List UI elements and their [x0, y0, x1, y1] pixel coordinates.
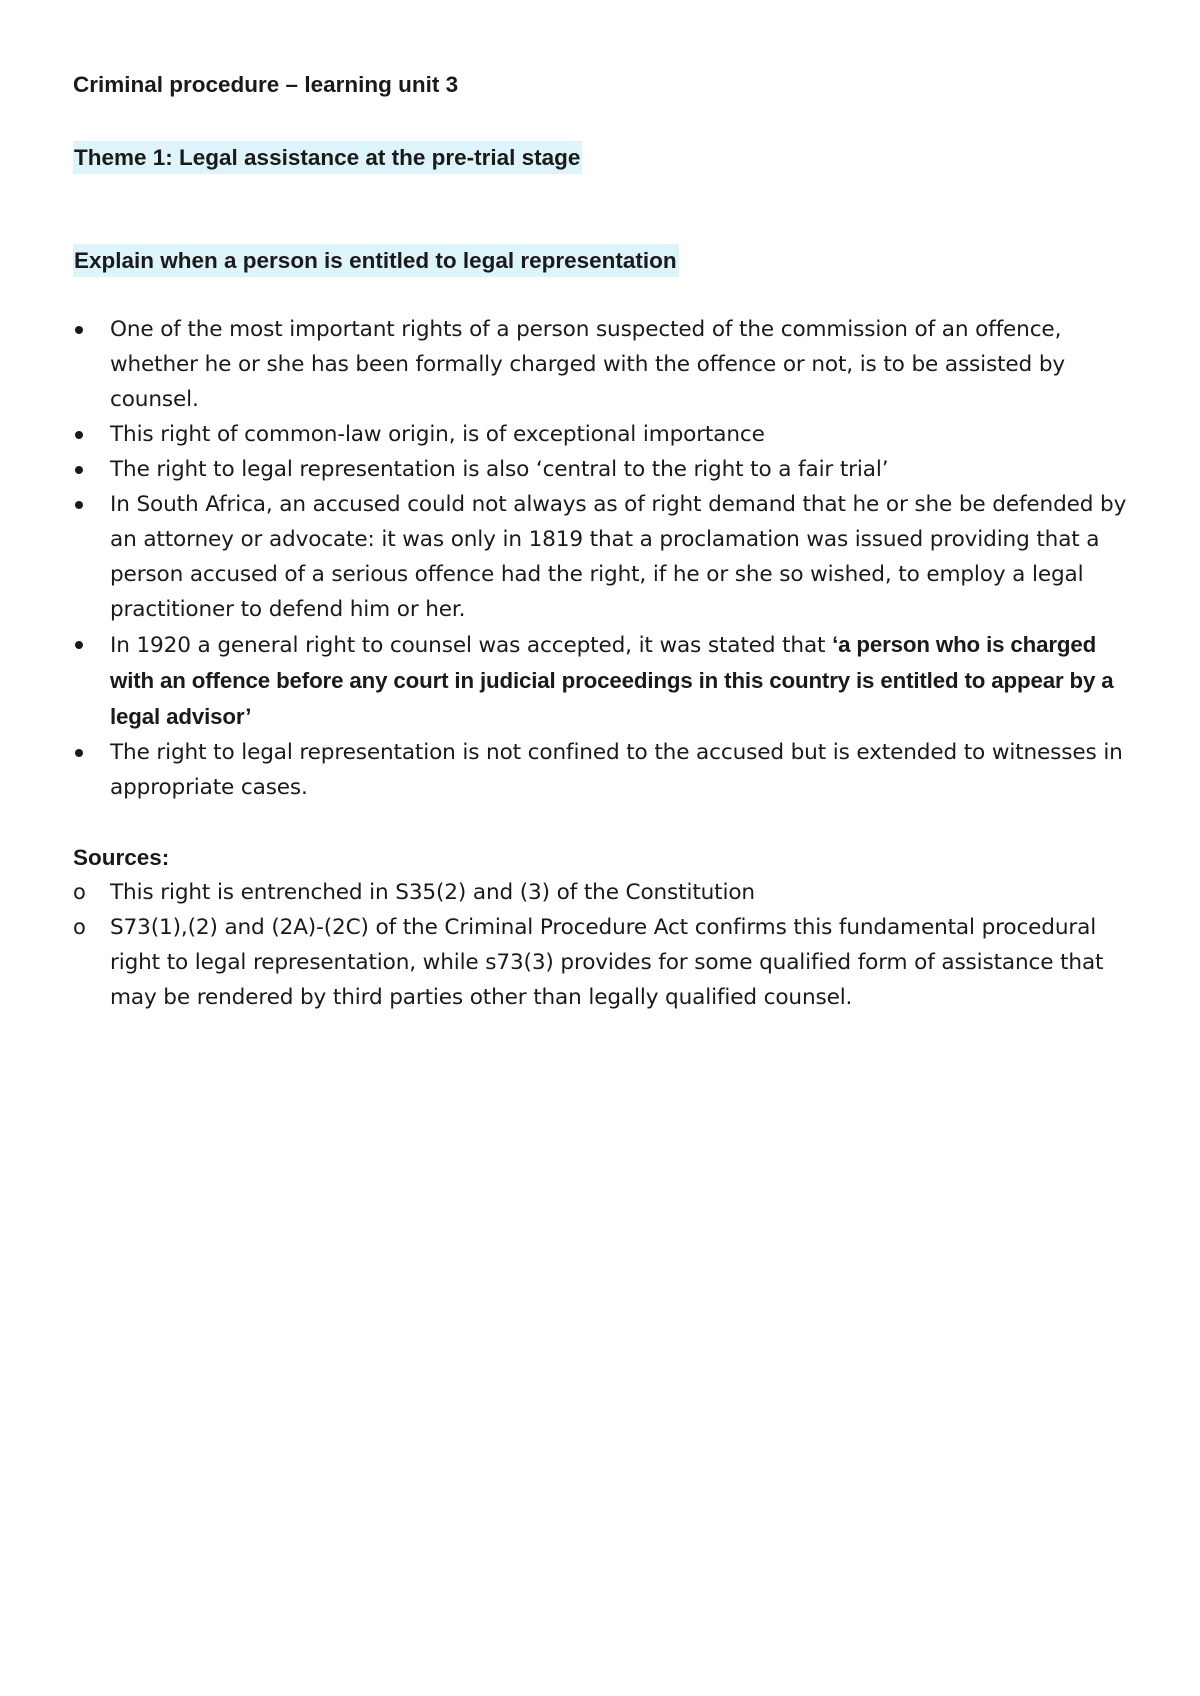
circle-bullet-icon: o — [73, 915, 86, 939]
document-title: Criminal procedure – learning unit 3 — [73, 72, 459, 97]
list-item-text: This right of common-law origin, is of exceptional importance — [110, 422, 765, 447]
document-page — [73, 70, 1133, 1015]
source-item — [73, 910, 1133, 1015]
source-item — [73, 875, 1133, 910]
question-heading — [73, 246, 1133, 276]
bullet-icon — [75, 749, 83, 757]
list-item-text: The right to legal representation is not confined to the accused but is extended to witnesses in appropriate cases. — [110, 740, 1123, 800]
bullet-icon — [75, 501, 83, 509]
quoted-statement: ‘a person who is charged with an offence before any court in judicial proceedings in this country is entitled to appear by a legal advisor’ — [110, 632, 1114, 729]
bullet-icon — [75, 466, 83, 474]
theme-heading — [73, 143, 1133, 173]
sources-list — [73, 875, 1133, 1015]
list-item — [73, 487, 1133, 627]
list-item-text: One of the most important rights of a person suspected of the commission of an offence, whether he or she has been formally charged with the offence or not, is to be assisted by counsel. — [110, 317, 1066, 412]
list-item — [73, 735, 1133, 805]
sources-heading: Sources: — [73, 845, 170, 870]
bullet-list — [73, 312, 1133, 805]
bullet-icon — [75, 431, 83, 439]
list-item — [73, 627, 1133, 735]
bullet-icon — [75, 326, 83, 334]
list-item-text: The right to legal representation is also ‘central to the right to a fair trial’ — [110, 457, 889, 482]
source-item-text: S73(1),(2) and (2A)-(2C) of the Criminal Procedure Act confirms this fundamental procedural right to legal representation, while s73(3) provides for some qualified form of assistance that may be rendered by third parties other than legally qualified counsel. — [110, 915, 1104, 1010]
list-item — [73, 312, 1133, 417]
list-item — [73, 452, 1133, 487]
bullet-icon — [75, 641, 83, 649]
list-item-text: In 1920 a general right to counsel was accepted, it was stated that — [110, 633, 833, 658]
source-item-text: This right is entrenched in S35(2) and (3) of the Constitution — [110, 880, 755, 905]
theme-heading-text: Theme 1: Legal assistance at the pre-trial stage — [73, 141, 582, 174]
list-item-text: In South Africa, an accused could not always as of right demand that he or she be defended by an attorney or advocate: it was only in 1819 that a proclamation was issued providing that a person accused of a serious offence had the right, if he or she so wished, to employ a legal practitioner to defend him or her. — [110, 492, 1127, 622]
question-heading-text: Explain when a person is entitled to legal representation — [73, 244, 679, 277]
list-item — [73, 417, 1133, 452]
circle-bullet-icon: o — [73, 880, 86, 904]
